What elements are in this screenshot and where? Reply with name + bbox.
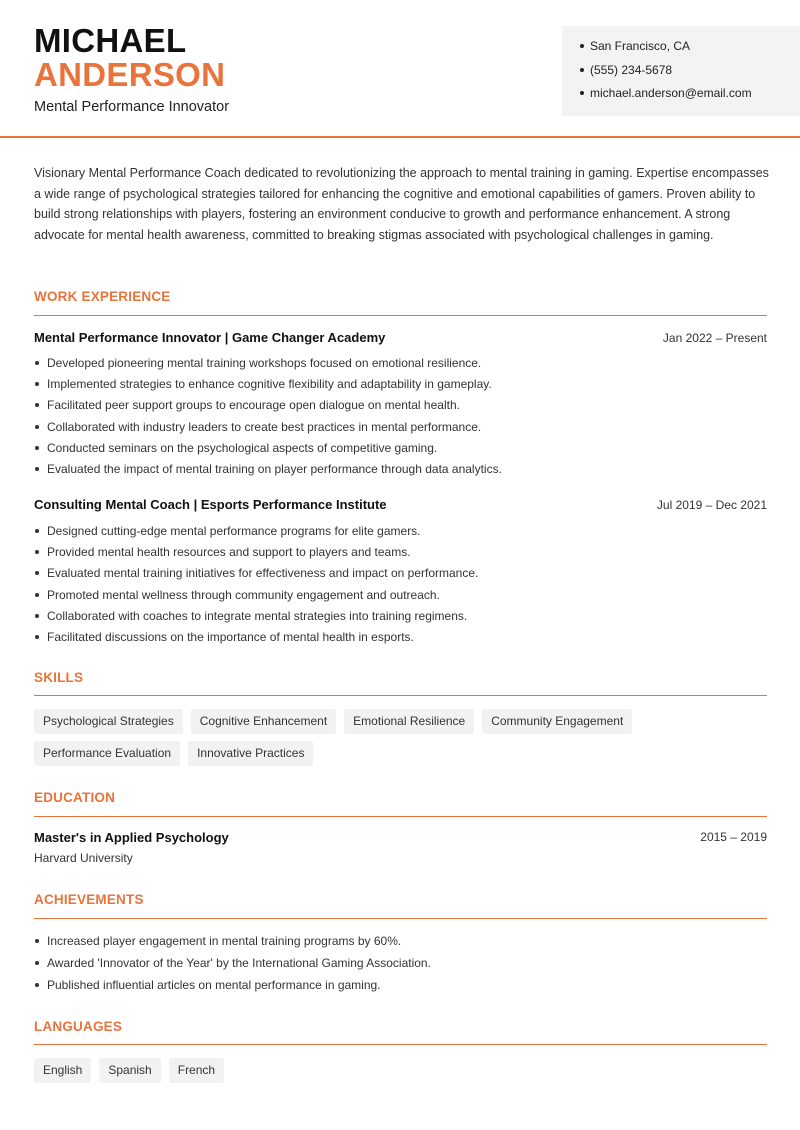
education-school: Harvard University <box>34 851 133 865</box>
job-date: Jul 2019 – Dec 2021 <box>656 498 767 512</box>
list-item: Facilitated peer support groups to encourage open dialogue on mental health. <box>34 397 767 413</box>
list-item: Designed cutting-edge mental performance programs for elite gamers. <box>34 523 767 539</box>
skills-tags <box>34 709 767 766</box>
section-title-languages: LANGUAGES <box>34 1019 123 1034</box>
skill-tag: Performance Evaluation <box>34 741 180 766</box>
job-bullets <box>34 355 767 477</box>
list-item: Developed pioneering mental training workshops focused on emotional resilience. <box>34 355 767 371</box>
skill-tag: Psychological Strategies <box>34 709 183 734</box>
list-item: Conducted seminars on the psychological aspects of competitive gaming. <box>34 440 767 456</box>
languages-tags <box>34 1058 767 1083</box>
list-item: Awarded 'Innovator of the Year' by the International Gaming Association. <box>34 955 767 971</box>
section-divider <box>34 315 767 316</box>
first-name: MICHAEL <box>34 22 187 59</box>
section-divider <box>34 1044 767 1045</box>
contact-location: San Francisco, CA <box>580 38 800 62</box>
skill-tag: Innovative Practices <box>188 741 313 766</box>
education-date: 2015 – 2019 <box>700 830 767 844</box>
list-item: Increased player engagement in mental training programs by 60%. <box>34 933 767 949</box>
list-item: Collaborated with industry leaders to create best practices in mental performance. <box>34 419 767 435</box>
language-tag: Spanish <box>99 1058 160 1083</box>
section-title-achievements: ACHIEVEMENTS <box>34 892 144 907</box>
skill-tag: Cognitive Enhancement <box>191 709 336 734</box>
job-date: Jan 2022 – Present <box>662 331 767 345</box>
summary-paragraph: Visionary Mental Performance Coach dedicated to revolutionizing the approach to mental training in gaming. Expertise encompasses a wide range of psychological strategies tailored for enhancing the cognitive and emotional capabilities of gamers. Proven ability to build strong relationships with players, fostering an environment conducive to growth and performance enhancement. A strong advocate for mental health awareness, committed to breaking stigmas associated with psychological challenges in gaming. <box>34 166 769 242</box>
list-item: Evaluated mental training initiatives for effectiveness and impact on performance. <box>34 565 767 581</box>
list-item: Promoted mental wellness through community engagement and outreach. <box>34 587 767 603</box>
education-degree: Master's in Applied Psychology <box>34 830 229 845</box>
section-divider <box>34 918 767 919</box>
list-item: Provided mental health resources and support to players and teams. <box>34 544 767 560</box>
contact-phone: (555) 234-5678 <box>580 62 800 86</box>
skill-tag: Community Engagement <box>482 709 632 734</box>
skill-tag: Emotional Resilience <box>344 709 474 734</box>
section-title-skills: SKILLS <box>34 670 84 685</box>
language-tag: English <box>34 1058 91 1083</box>
achievements-list <box>34 933 767 993</box>
section-divider <box>34 816 767 817</box>
job-title: Mental Performance Innovator | Game Changer Academy <box>34 330 386 345</box>
section-title-education: EDUCATION <box>34 790 116 805</box>
job-title: Consulting Mental Coach | Esports Performance Institute <box>34 497 387 512</box>
language-tag: French <box>169 1058 224 1083</box>
contact-box <box>562 26 800 116</box>
last-name: ANDERSON <box>34 56 226 93</box>
contact-email[interactable]: michael.anderson@email.com <box>580 85 800 109</box>
section-divider <box>34 695 767 696</box>
list-item: Facilitated discussions on the importance of mental health in esports. <box>34 629 767 645</box>
list-item: Published influential articles on mental performance in gaming. <box>34 977 767 993</box>
resume-header <box>0 0 800 138</box>
headline: Mental Performance Innovator <box>34 99 230 115</box>
section-title-work: WORK EXPERIENCE <box>34 289 171 304</box>
list-item: Evaluated the impact of mental training on player performance through data analytics. <box>34 461 767 477</box>
list-item: Implemented strategies to enhance cognitive flexibility and adaptability in gameplay. <box>34 376 767 392</box>
job-bullets <box>34 523 767 645</box>
list-item: Collaborated with coaches to integrate mental strategies into training regimens. <box>34 608 767 624</box>
